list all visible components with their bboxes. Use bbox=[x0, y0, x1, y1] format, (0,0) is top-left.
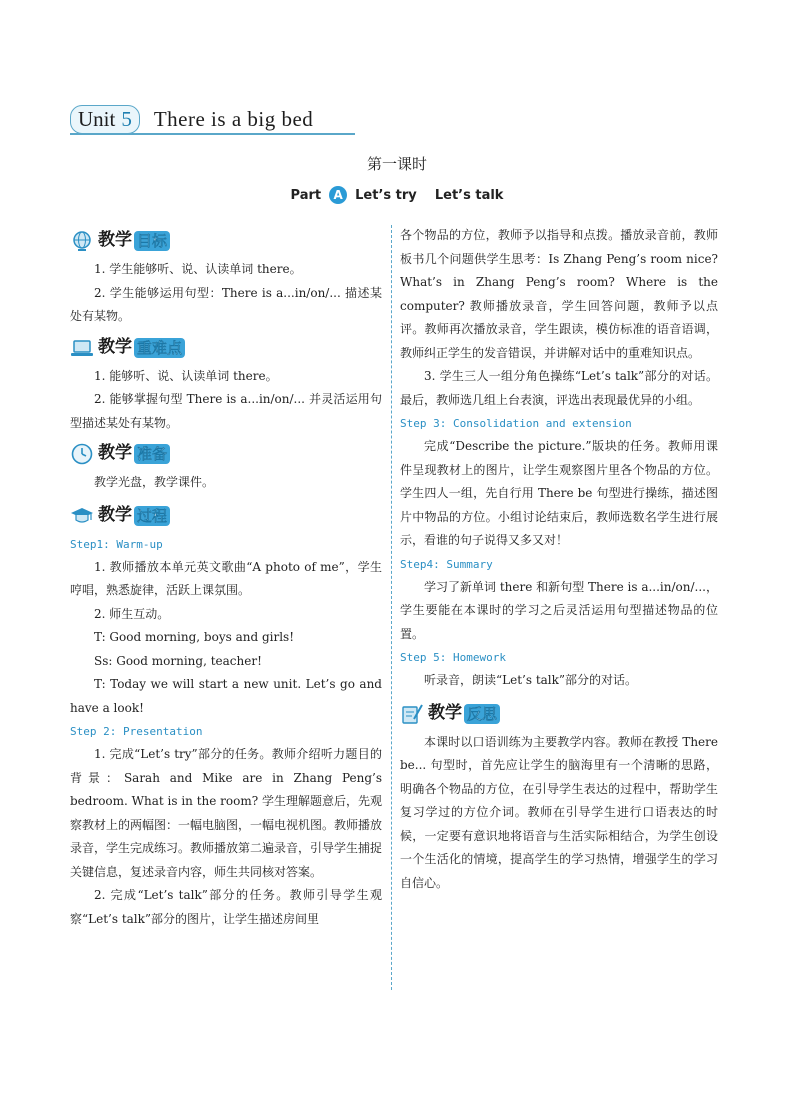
part-word: Part bbox=[290, 187, 322, 203]
paragraph: 完成“Describe the picture.”版块的任务。教师用课件呈现教材上的图片，让学生观察图片里各个物品的方位。学生四人一组，先自行用 There be 句型进行操练，描述图片中物品的方位。小组讨论结束后，教师选数名学生进行展示，看谁的句子说得又多又对！ bbox=[400, 439, 718, 547]
prep-text: 教学光盘，教学课件。 bbox=[94, 475, 215, 489]
dialog-line: T: Good morning, boys and girls! bbox=[94, 630, 295, 644]
key-item: 1. 能够听、说、认读单词 there。 bbox=[94, 368, 278, 383]
left-column bbox=[70, 226, 382, 931]
clock-icon bbox=[70, 442, 94, 466]
section-key-title-a: 教学 bbox=[98, 336, 132, 357]
section-key-title-b: 重难点 bbox=[134, 338, 185, 358]
paragraph: 学习了新单词 there 和新句型 There is a...in/on/...，学生要能在本课时的学习之后灵活运用句型描述物品的位置。 bbox=[400, 579, 718, 641]
dialog-line: Ss: Good morning, teacher! bbox=[94, 653, 262, 668]
section-reflect-header bbox=[400, 699, 718, 729]
goal-item: 1. 学生能够听、说、认读单词 there。 bbox=[94, 262, 302, 276]
lesson-title: 第一课时 bbox=[366, 155, 427, 173]
right-column bbox=[400, 224, 718, 895]
step-heading: Step4: Summary bbox=[400, 557, 493, 571]
part-letter-badge: A bbox=[329, 186, 347, 204]
paragraph: 1. 完成“Let’s try”部分的任务。教师介绍听力题目的背景：Sarah and Mike are in Zhang Peng’s bedroom. What is in the room? 学生理解题意后，先观察教材上的两幅图：一幅电脑图，一幅电视机图。教师播放录音，学生完成练习。教师播放第二遍录音，引导学生捕捉关键信息，复述录音内容，师生共同核对答案。 bbox=[70, 747, 383, 879]
section-process-title-a: 教学 bbox=[98, 504, 132, 525]
unit-label: Unit bbox=[78, 106, 116, 131]
paragraph: 2. 完成“Let’s talk”部分的任务。教师引导学生观察“Let’s talk”部分的图片，让学生描述房间里 bbox=[70, 888, 382, 926]
section-prep-header bbox=[70, 439, 382, 469]
section-goals-title-a: 教学 bbox=[98, 230, 132, 251]
section-key-header bbox=[70, 333, 382, 363]
section-goals-title-b: 目标 bbox=[134, 231, 170, 251]
section-goals-header bbox=[70, 226, 382, 256]
paragraph: T: Today we will start a new unit. Let’s go and have a look! bbox=[70, 677, 382, 715]
step-heading: Step 5: Homework bbox=[400, 651, 506, 664]
part-line bbox=[0, 186, 794, 204]
paragraph: 各个物品的方位，教师予以指导和点拨。播放录音前，教师板书几个问题供学生思考：Is Zhang Peng’s room nice? What’s in Zhang Peng’s room? Where is the computer? 教师播放录音，学生回答问题，教师予以点评。教师再次播放录音，学生跟读，模仿标准的语音语调，教师纠正学生的发音错误，并讲解对话中的重难知识点。 bbox=[400, 228, 718, 360]
section-prep-title-a: 教学 bbox=[98, 443, 132, 464]
column-divider bbox=[391, 225, 392, 990]
unit-header bbox=[70, 104, 313, 134]
section-process-header bbox=[70, 501, 382, 531]
paragraph: 听录音，朗读“Let’s talk”部分的对话。 bbox=[424, 673, 638, 687]
paragraph: 2. 师生互动。 bbox=[94, 606, 170, 621]
step-heading: Step 3: Consolidation and extension bbox=[400, 417, 632, 430]
paragraph: 3. 学生三人一组分角色操练“Let’s talk”部分的对话。最后，教师选几组上台表演，评选出表现最优异的小组。 bbox=[400, 369, 718, 407]
graduation-cap-icon bbox=[70, 504, 94, 528]
unit-title: There is a big bed bbox=[153, 106, 314, 131]
step-heading: Step1: Warm-up bbox=[70, 537, 163, 551]
pen-note-icon bbox=[400, 702, 424, 726]
paragraph: 1. 教师播放本单元英文歌曲“A photo of me”，学生哼唱，熟悉旋律，活跃上课氛围。 bbox=[70, 559, 382, 597]
reflect-text: 本课时以口语训练为主要教学内容。教师在教授 There be... 句型时，首先应让学生的脑海里有一个清晰的思路，明确各个物品的方位，在引导学生表达的过程中，帮助学生复习学过的方位介词。教师在引导学生进行口语表达的时候，一定要有意识地将语音与生活实际相结合，为学生创设一个生活化的情境，提高学生的学习热情，增强学生的学习自信心。 bbox=[400, 734, 718, 890]
key-item: 2. 能够掌握句型 There is a...in/on/... 并灵活运用句型描述某处有某物。 bbox=[70, 392, 382, 430]
goal-item: 2. 学生能够运用句型：There is a...in/on/... 描述某处有某物。 bbox=[70, 285, 382, 323]
part-items: Let’s try Let’s talk bbox=[355, 187, 504, 203]
unit-underline bbox=[70, 133, 355, 135]
section-prep-title-b: 准备 bbox=[134, 444, 170, 464]
globe-icon bbox=[70, 229, 94, 253]
unit-badge bbox=[70, 105, 140, 134]
section-reflect-title-b: 反思 bbox=[464, 704, 500, 724]
section-reflect-title-a: 教学 bbox=[428, 702, 462, 723]
unit-number: 5 bbox=[121, 106, 132, 131]
step-heading: Step 2: Presentation bbox=[70, 725, 203, 738]
section-process-title-b: 过程 bbox=[134, 506, 170, 526]
laptop-icon bbox=[70, 336, 94, 360]
